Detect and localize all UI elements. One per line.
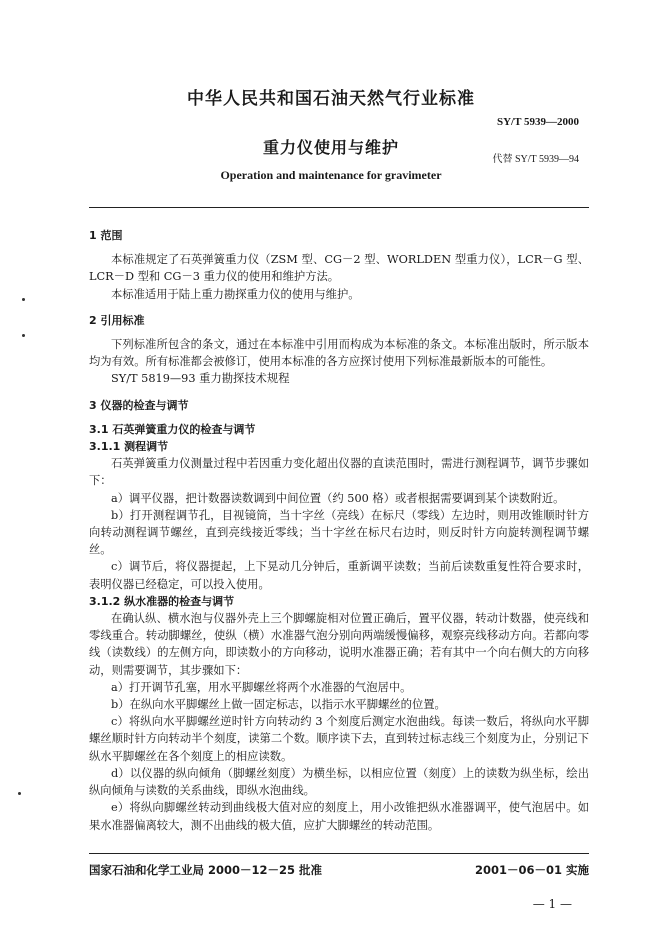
section-heading: 3 仪器的检查与调节 [89,398,189,412]
list-item: b）打开测程调节孔，目视镜筒，当十字丝（亮线）在标尺（零线）左边时，则用改锥顺时针方向转动测程调节螺丝，直到亮线接近零线；当十字丝在标尺右边时，则反时针方向旋转测程调节螺丝。 [89,508,589,557]
list-item: a）调平仪器，把计数器读数调到中间位置（约 500 格）或者根据需要调到某个读数附近。 [111,491,565,505]
bottom-rule [89,853,589,854]
scan-mark [22,298,25,301]
paragraph: 在确认纵、横水泡与仪器外壳上三个脚螺旋相对位置正确后，置平仪器，转动计数器，使亮线和零线重合。转动脚螺丝，使纵（横）水准器气泡分别向两端缓慢偏移，观察亮线移动方向。若都向零线（读数线）的左侧方向，即读数小的方向移动，说明水准器正确；若有其中一个向右侧大的方向移动，则需要调节，其步骤如下： [89,612,589,677]
list-item: e）将纵向脚螺丝转动到曲线极大值对应的刻度上，用小改锥把纵水准器调平，使气泡居中。如果水准器偏离较大，测不出曲线的极大值，应扩大脚螺丝的转动范围。 [89,801,589,832]
list-item: b）在纵向水平脚螺丝上做一固定标志，以指示水平脚螺丝的位置。 [111,698,446,712]
standard-number: SY/T 5939—2000 [496,116,579,128]
list-item: d）以仪器的纵向倾角（脚螺丝刻度）为横坐标，以相应位置（刻度）上的读数为纵坐标，绘出纵向倾角与读数的关系曲线，即纵水泡曲线。 [89,766,589,798]
list-item: c）将纵向水平脚螺丝逆时针方向转动约 3 个刻度后测定水泡曲线。每读一数后，将纵向水平脚螺丝顺时针方向转动半个刻度，读第二个数。顺序读下去，直到转过标志线三个刻度为止，分别记下纵水平脚螺丝在各个刻度上的相应读数。 [89,715,589,763]
list-item: c）调节后，将仪器提起，上下晃动几分钟后，重新调平读数；当前后读数重复性符合要求时，表明仪器已经稳定，可以投入使用。 [89,560,589,591]
section-heading: 1 范围 [89,229,123,242]
document-title: 重力仪使用与维护 [262,138,399,157]
document-body [89,218,589,834]
paragraph: SY/T 5819—93 重力勘探技术规程 [111,372,290,386]
scan-mark [18,792,21,795]
list-item: a）打开调节孔塞，用水平脚螺丝将两个水准器的气泡居中。 [111,680,412,694]
top-rule [89,207,589,208]
approval-date: 国家石油和化学工业局 2000－12－25 批准 [89,863,323,877]
effective-date: 2001－06－01 实施 [474,863,589,877]
paragraph: 本标准规定了石英弹簧重力仪（ZSM 型、CG－2 型、WORLDEN 型重力仪），LCR－G 型、LCR－D 型和 CG－3 重力仪的使用和维护方法。 [89,253,589,284]
paragraph: 石英弹簧重力仪测量过程中若因重力变化超出仪器的直读范围时，需进行测程调节，调节步骤如下： [89,457,589,488]
subsection-heading: 3.1 石英弹簧重力仪的检查与调节 [89,422,256,436]
english-title: Operation and maintenance for gravimeter [220,168,442,182]
subsection-heading: 3.1.2 纵水准器的检查与调节 [89,594,235,608]
paragraph: 下列标准所包含的条文，通过在本标准中引用而构成为本标准的条文。本标准出版时，所示版本均为有效。所有标准都会被修订，使用本标准的各方应探讨使用下列标准最新版本的可能性。 [89,338,589,369]
org-title: 中华人民共和国石油天然气行业标准 [187,89,475,109]
section-heading: 2 引用标准 [89,313,145,327]
scan-mark [22,334,25,337]
paragraph: 本标准适用于陆上重力勘探重力仪的使用与维护。 [111,287,360,301]
subsection-heading: 3.1.1 测程调节 [89,440,169,454]
replaces-note: 代替 SY/T 5939—94 [492,154,579,165]
page-number: — 1 — [532,897,572,911]
